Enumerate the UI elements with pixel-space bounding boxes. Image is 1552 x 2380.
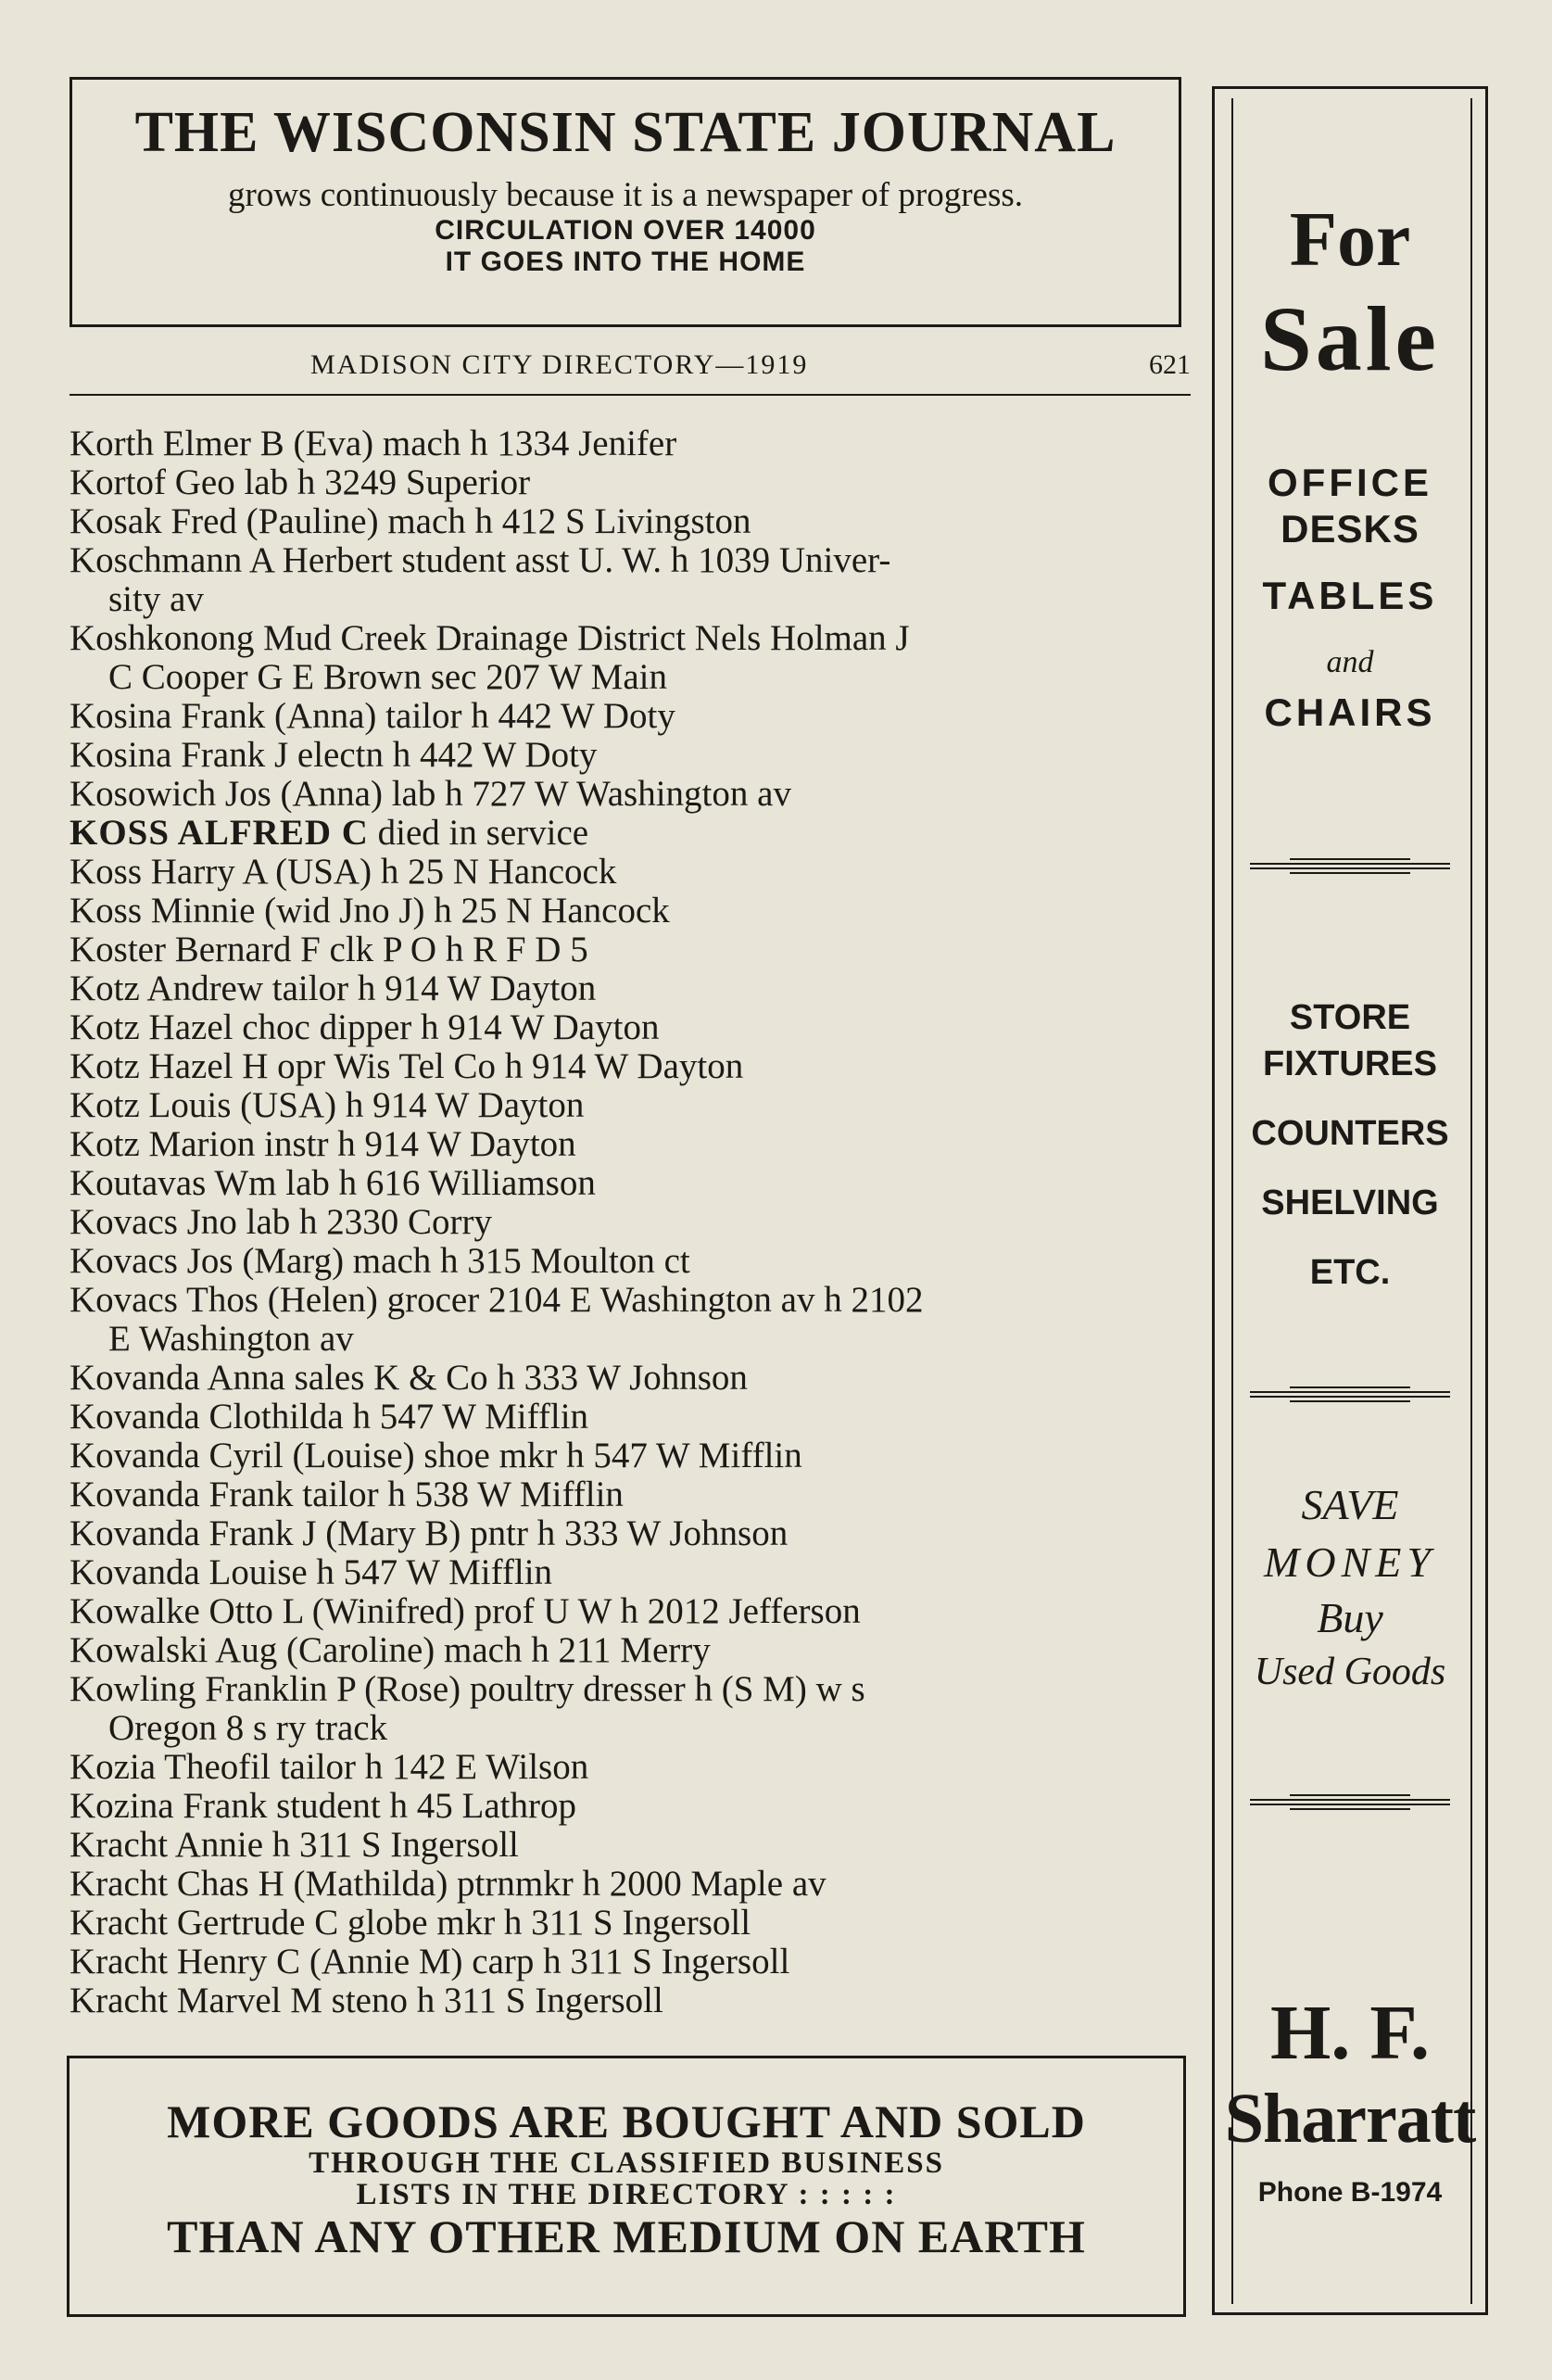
directory-entry [69, 930, 1191, 969]
directory-entry [69, 502, 1191, 541]
entry-bold-name: KOSS ALFRED C [69, 813, 369, 853]
entry-text: Kovanda Clothilda h 547 W Mifflin [69, 1397, 589, 1437]
sidebar-desks: DESKS [1281, 507, 1420, 551]
directory-entry [69, 1514, 1191, 1553]
entry-text: Kotz Hazel H opr Wis Tel Co h 914 W Dayton [69, 1046, 744, 1086]
sidebar-used-goods: Used Goods [1254, 1651, 1446, 1693]
entry-text: Kosina Frank (Anna) tailor h 442 W Doty [69, 696, 675, 736]
ad-title: THE WISCONSIN STATE JOURNAL [134, 101, 1117, 164]
sidebar-sharratt: Sharratt [1224, 2080, 1476, 2158]
entry-text: Kotz Louis (USA) h 914 W Dayton [69, 1085, 585, 1125]
directory-entry [69, 853, 1191, 892]
entry-text: Kowalski Aug (Caroline) mach h 211 Merry [69, 1630, 711, 1670]
entry-text: Koss Minnie (wid Jno J) h 25 N Hancock [69, 891, 670, 930]
sidebar-save: SAVE [1301, 1481, 1399, 1528]
sidebar-and: and [1326, 645, 1374, 679]
bottom-ad-line2: THROUGH THE CLASSIFIED BUSINESS [309, 2146, 944, 2180]
entry-continuation: C Cooper G E Brown sec 207 W Main [108, 657, 667, 697]
sidebar-for: For [1289, 196, 1411, 283]
entry-text: Kovanda Anna sales K & Co h 333 W Johnson [69, 1358, 748, 1398]
sidebar-counters: COUNTERS [1251, 1114, 1449, 1153]
entry-text: Kracht Chas H (Mathilda) ptrnmkr h 2000 Maple av [69, 1864, 826, 1904]
directory-entry [69, 1086, 1191, 1125]
entry-text: Koss Harry A (USA) h 25 N Hancock [69, 852, 617, 892]
entry-text: Kovacs Jos (Marg) mach h 315 Moulton ct [69, 1241, 690, 1281]
entry-text: Kotz Andrew tailor h 914 W Dayton [69, 968, 597, 1008]
directory-entry [69, 814, 1191, 853]
entry-text: Kowalke Otto L (Winifred) prof U W h 2012 Jefferson [69, 1591, 861, 1631]
directory-entry [69, 1125, 1191, 1164]
page-title: MADISON CITY DIRECTORY—1919 [310, 349, 809, 380]
directory-entry [69, 1826, 1191, 1865]
entry-text: Koshkonong Mud Creek Drainage District Nels Holman J [69, 618, 910, 658]
sidebar-ornament-1 [1250, 858, 1450, 886]
directory-entry [69, 1437, 1191, 1475]
entry-text: Kracht Marvel M steno h 311 S Ingersoll [69, 1981, 663, 2020]
entry-text: Kracht Gertrude C globe mkr h 311 S Ingersoll [69, 1903, 751, 1943]
directory-entry [69, 1865, 1191, 1904]
entry-text: died in service [368, 813, 589, 853]
sidebar-tables: TABLES [1262, 574, 1438, 617]
sidebar-office: OFFICE [1268, 461, 1432, 504]
entry-text: Kovacs Jno lab h 2330 Corry [69, 1202, 493, 1242]
entry-text: Kotz Hazel choc dipper h 914 W Dayton [69, 1007, 660, 1047]
bottom-ad-line4: THAN ANY OTHER MEDIUM ON EARTH [167, 2210, 1086, 2262]
sharratt-sidebar-ad [1212, 86, 1488, 2315]
sidebar-chairs: CHAIRS [1264, 690, 1436, 734]
entry-text: Kracht Annie h 311 S Ingersoll [69, 1825, 519, 1865]
entry-text: Korth Elmer B (Eva) mach h 1334 Jenifer [69, 424, 677, 463]
header-rule [69, 394, 1191, 396]
entry-continuation: Oregon 8 s ry track [108, 1708, 388, 1748]
wisconsin-state-journal-ad [69, 77, 1181, 327]
directory-entry [69, 1631, 1191, 1670]
entry-text: Kowling Franklin P (Rose) poultry dresser h (S M) w s [69, 1669, 865, 1709]
entry-text: Kozia Theofil tailor h 142 E Wilson [69, 1747, 589, 1787]
bottom-ad-line1: MORE GOODS ARE BOUGHT AND SOLD [167, 2095, 1086, 2147]
entry-text: Kotz Marion instr h 914 W Dayton [69, 1124, 576, 1164]
entry-text: Koster Bernard F clk P O h R F D 5 [69, 930, 588, 969]
directory-listings [69, 424, 1191, 2020]
ad-circulation: CIRCULATION OVER 14000 [435, 215, 816, 246]
entry-text: Kosak Fred (Pauline) mach h 412 S Livingston [69, 501, 751, 541]
entry-text: Kovanda Cyril (Louise) shoe mkr h 547 W Mifflin [69, 1436, 802, 1475]
directory-entry [69, 736, 1191, 775]
entry-text: Kovanda Frank J (Mary B) pntr h 333 W Johnson [69, 1513, 789, 1553]
directory-entry [69, 1981, 1191, 2020]
entry-continuation: sity av [108, 579, 204, 619]
running-header [69, 349, 1191, 386]
sidebar-phone: Phone B-1974 [1257, 2177, 1443, 2208]
sidebar-shelving: SHELVING [1261, 1184, 1439, 1222]
directory-entry [69, 1359, 1191, 1398]
directory-entry [69, 775, 1191, 814]
directory-entry [69, 619, 1191, 658]
directory-entry [69, 969, 1191, 1008]
sidebar-etc: ETC. [1309, 1253, 1391, 1292]
directory-entry [69, 1943, 1191, 1981]
sidebar-fixtures: FIXTURES [1263, 1044, 1437, 1083]
ad-goes-home: IT GOES INTO THE HOME [445, 247, 806, 277]
directory-entry [69, 1047, 1191, 1086]
sidebar-ornament-3 [1250, 1794, 1450, 1822]
ad-tagline: grows continuously because it is a newspaper of progress. [228, 176, 1023, 214]
entry-text: Kovanda Frank tailor h 538 W Mifflin [69, 1475, 624, 1514]
classified-business-ad [67, 2056, 1186, 2317]
sidebar-store: STORE [1289, 998, 1411, 1037]
directory-entry [69, 1281, 1191, 1320]
directory-entry [69, 1164, 1191, 1203]
entry-text: Kracht Henry C (Annie M) carp h 311 S Ingersoll [69, 1942, 790, 1981]
directory-entry [69, 1398, 1191, 1437]
directory-entry [69, 1748, 1191, 1787]
directory-entry [69, 697, 1191, 736]
directory-entry [69, 1592, 1191, 1631]
entry-text: Kosowich Jos (Anna) lab h 727 W Washington av [69, 774, 791, 814]
directory-entry [69, 1787, 1191, 1826]
sidebar-sale: Sale [1260, 287, 1440, 390]
directory-entry [69, 424, 1191, 463]
entry-text: Kosina Frank J electn h 442 W Doty [69, 735, 598, 775]
entry-text: Kovacs Thos (Helen) grocer 2104 E Washington av h 2102 [69, 1280, 924, 1320]
sidebar-hf: H. F. [1270, 1990, 1430, 2076]
directory-entry [69, 1203, 1191, 1242]
entry-text: Koutavas Wm lab h 616 Williamson [69, 1163, 596, 1203]
sidebar-ornament-2 [1250, 1386, 1450, 1414]
entry-text: Koschmann A Herbert student asst U. W. h 1039 Univer- [69, 540, 891, 580]
directory-entry [69, 892, 1191, 930]
directory-entry [69, 1553, 1191, 1592]
directory-entry [69, 1008, 1191, 1047]
entry-text: Kovanda Louise h 547 W Mifflin [69, 1552, 553, 1592]
entry-text: Kortof Geo lab h 3249 Superior [69, 462, 531, 502]
directory-entry [69, 1670, 1191, 1709]
page-number: 621 [1149, 349, 1191, 380]
entry-continuation: E Washington av [108, 1319, 354, 1359]
directory-entry [69, 463, 1191, 502]
sidebar-buy: Buy [1317, 1594, 1383, 1641]
directory-entry [69, 541, 1191, 580]
sidebar-money: MONEY [1264, 1538, 1436, 1586]
bottom-ad-line3: LISTS IN THE DIRECTORY : : : : : [356, 2178, 897, 2211]
directory-entry [69, 1475, 1191, 1514]
directory-entry [69, 1904, 1191, 1943]
entry-text: Kozina Frank student h 45 Lathrop [69, 1786, 576, 1826]
directory-entry [69, 1242, 1191, 1281]
